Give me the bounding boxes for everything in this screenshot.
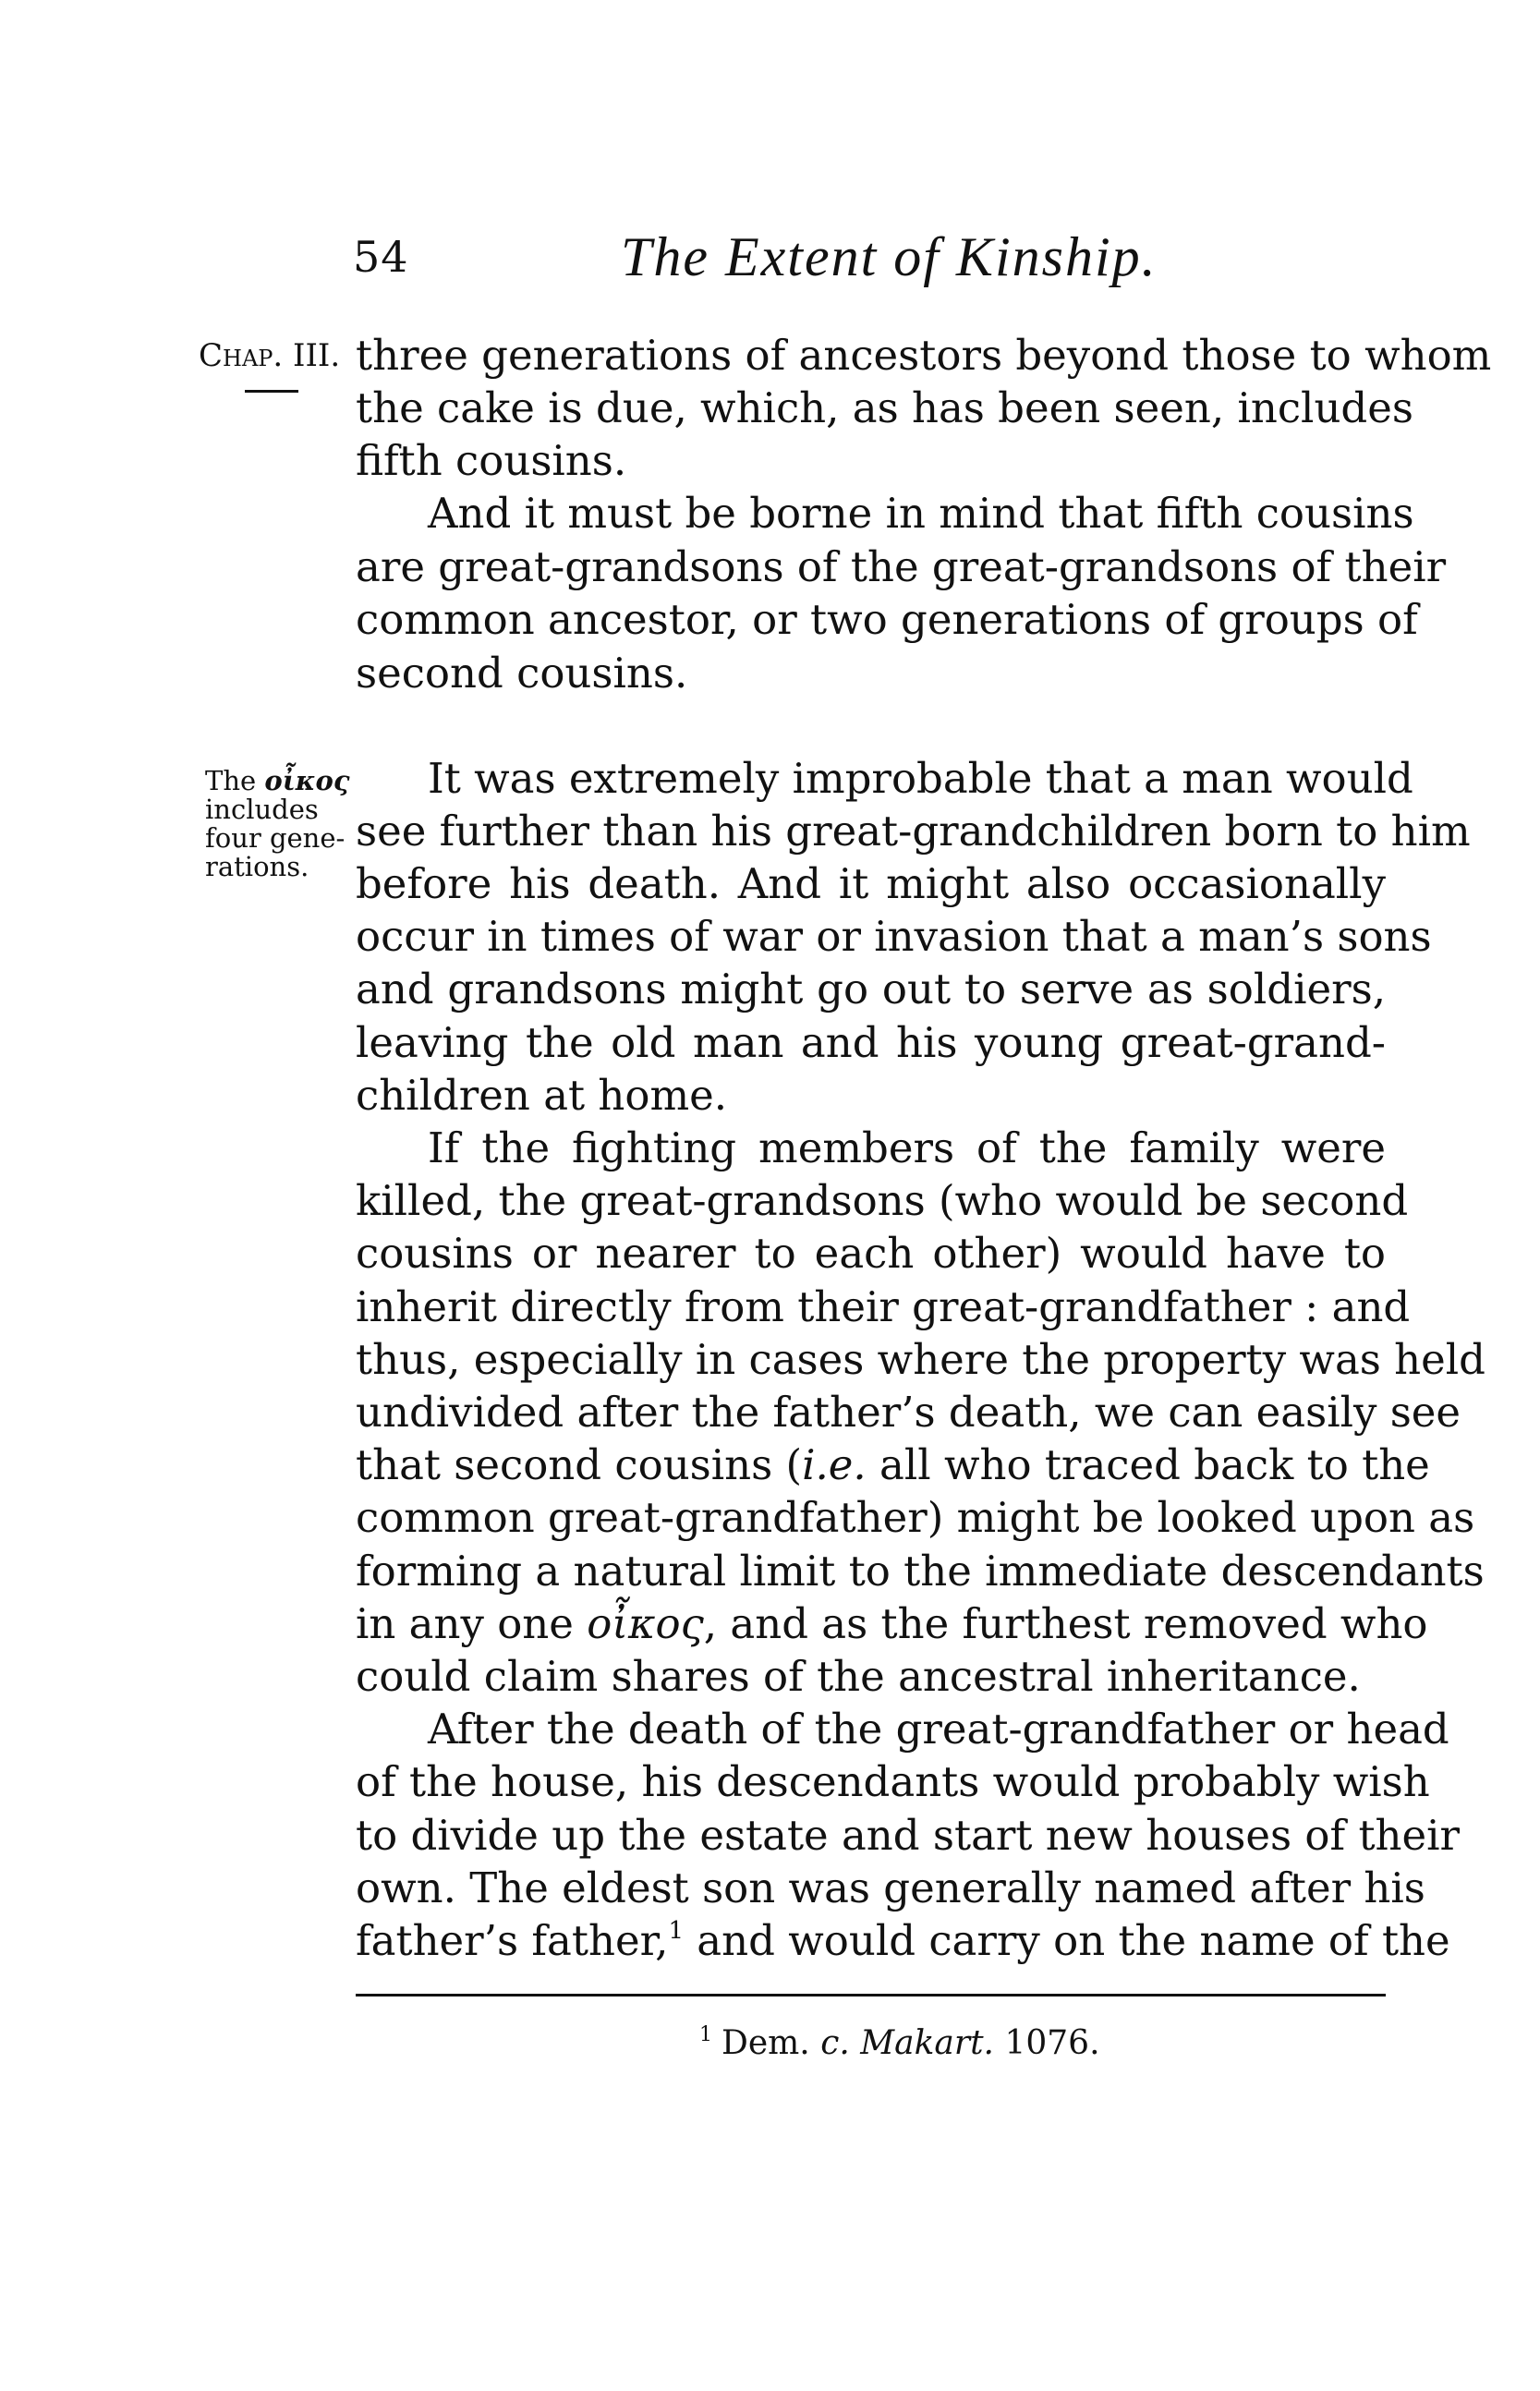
text-line: undivided after the father’s death, we can easily see: [356, 1388, 1461, 1437]
text-line: cousins or nearer to each other) would have to: [356, 1229, 1386, 1278]
text-line: And it must be borne in mind that fifth cousins: [428, 489, 1414, 538]
text-line: of the house, his descendants would probably wish: [356, 1757, 1430, 1806]
text-line: see further than his great-grandchildren born to him: [356, 807, 1471, 856]
text-line: thus, especially in cases where the property was held: [356, 1335, 1485, 1384]
chapter-margin-note: [199, 337, 341, 374]
footnote-reference[interactable]: 1: [668, 1917, 684, 1945]
sidenote-line-4: rations.: [205, 851, 309, 882]
chapter-label: Chap.: [199, 337, 284, 374]
text-line: inherit directly from their great-grandfather : and: [356, 1282, 1411, 1331]
text-line: After the death of the great-grandfather or head: [428, 1705, 1449, 1754]
italic-abbreviation: i.e.: [802, 1440, 867, 1489]
text-line: children at home.: [356, 1071, 728, 1120]
text-span: father’s father,: [356, 1916, 669, 1965]
greek-word: οἶκος: [587, 1599, 704, 1648]
text-span: and would carry on the name of the: [684, 1916, 1450, 1965]
text-line: to divide up the estate and start new houses of their: [356, 1811, 1461, 1860]
sidenote-greek-word: οἶκος: [264, 765, 350, 796]
sidenote-line-3: four gene-: [205, 822, 346, 854]
text-line: [356, 1597, 1428, 1650]
text-line: [356, 1438, 1430, 1491]
sidenote-oikos: [205, 767, 358, 881]
text-line: fifth cousins.: [356, 436, 627, 485]
text-line: the cake is due, which, as has been seen, includes: [356, 383, 1413, 432]
text-line: second cousins.: [356, 649, 688, 698]
running-head: [0, 0, 1540, 296]
sidenote-text: The: [205, 765, 257, 796]
text-span: that second cousins (: [356, 1440, 803, 1489]
text-line: and grandsons might go out to serve as soldiers,: [356, 965, 1386, 1013]
text-line: occur in times of war or invasion that a man’s sons: [356, 912, 1432, 961]
footnote-contra: c.: [820, 2024, 850, 2062]
text-line: If the fighting members of the family were: [428, 1123, 1386, 1172]
page-number: 54: [353, 232, 409, 282]
text-span: all who traced back to the: [866, 1440, 1430, 1489]
footnote-marker: 1: [699, 2023, 712, 2046]
text-span: in any one: [356, 1599, 588, 1648]
text-line: [356, 1914, 1450, 1967]
text-line: own. The eldest son was generally named after his: [356, 1863, 1425, 1912]
text-line: three generations of ancestors beyond those to whom: [356, 331, 1492, 380]
sidenote-line-2: includes: [205, 794, 319, 825]
text-line: forming a natural limit to the immediate descendants: [356, 1547, 1485, 1596]
text-line: common ancestor, or two generations of groups of: [356, 595, 1418, 644]
text-span: , and as the furthest removed who: [703, 1599, 1428, 1648]
footnote-section: 1076.: [1004, 2024, 1100, 2062]
chapter-number: III.: [293, 337, 341, 374]
footnote-1: [699, 2025, 1100, 2062]
text-line: leaving the old man and his young great-grand-: [356, 1018, 1386, 1067]
text-line: It was extremely improbable that a man would: [428, 754, 1413, 803]
sidenote-line-1: [205, 767, 358, 795]
running-title: The Extent of Kinship.: [621, 226, 1158, 287]
chapter-dash-rule: [245, 390, 298, 393]
text-line: are great-grandsons of the great-grandsons of their: [356, 542, 1447, 591]
footnote-author: Dem.: [721, 2024, 821, 2062]
footnote-work-title: Makart.: [860, 2024, 994, 2062]
text-line: killed, the great-grandsons (who would be second: [356, 1176, 1409, 1225]
footnote-divider: [356, 1994, 1386, 1997]
text-line: before his death. And it might also occasionally: [356, 859, 1386, 908]
text-line: could claim shares of the ancestral inheritance.: [356, 1652, 1361, 1701]
text-line: common great-grandfather) might be looked upon as: [356, 1493, 1475, 1542]
